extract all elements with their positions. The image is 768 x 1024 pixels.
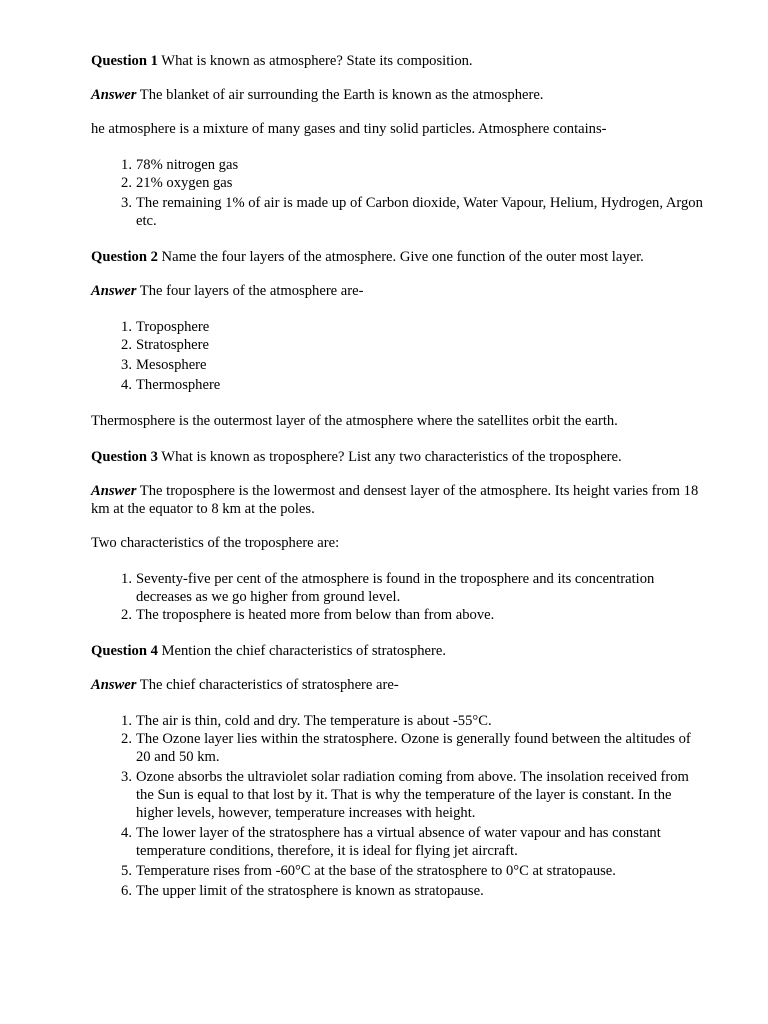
list-item-text: Ozone absorbs the ultraviolet solar radiation coming from above. The insolation received from the Sun is equal to that lost by it. That is why the temperature of the layer is constant. In the higher levels, however, temperature increases with height. bbox=[136, 769, 689, 821]
list-item-text: Troposphere bbox=[136, 319, 210, 335]
list-number: 2. bbox=[121, 175, 132, 191]
list-number: 6. bbox=[121, 883, 132, 899]
question-label: Question 4 bbox=[91, 643, 158, 659]
paragraph: he atmosphere is a mixture of many gases and tiny solid particles. Atmosphere contains- bbox=[91, 121, 607, 137]
list-number: 3. bbox=[121, 769, 132, 785]
list-item-text: The Ozone layer lies within the stratosphere. Ozone is generally found between the altitudes of 20 and 50 km. bbox=[136, 731, 691, 765]
list-item-text: 78% nitrogen gas bbox=[136, 157, 239, 173]
list-item bbox=[121, 862, 708, 880]
numbered-list bbox=[91, 712, 708, 900]
list-number: 3. bbox=[121, 357, 132, 373]
answer-label: Answer bbox=[91, 87, 137, 103]
list-number: 5. bbox=[121, 863, 132, 879]
numbered-list bbox=[91, 570, 708, 624]
list-item-text: The lower layer of the stratosphere has a virtual absence of water vapour and has constant temperature conditions, therefore, it is ideal for flying jet aircraft. bbox=[136, 825, 661, 859]
question-1 bbox=[91, 52, 708, 70]
answer-text: The blanket of air surrounding the Earth is known as the atmosphere. bbox=[136, 87, 544, 103]
question-text: Mention the chief characteristics of stratosphere. bbox=[157, 643, 447, 659]
list-item-text: Mesosphere bbox=[136, 357, 207, 373]
answer-text: The four layers of the atmosphere are- bbox=[136, 283, 364, 299]
list-item bbox=[121, 882, 708, 900]
list-number: 1. bbox=[121, 319, 132, 335]
question-label: Question 3 bbox=[91, 449, 158, 465]
question-text: What is known as atmosphere? State its composition. bbox=[157, 53, 473, 69]
list-item bbox=[121, 194, 708, 230]
answer-text: The troposphere is the lowermost and densest layer of the atmosphere. Its height varies from 18 km at the equator to 8 km at the poles. bbox=[91, 483, 699, 517]
list-item-text: Temperature rises from -60°C at the base of the stratosphere to 0°C at stratopause. bbox=[136, 863, 616, 879]
paragraph: Thermosphere is the outermost layer of the atmosphere where the satellites orbit the earth. bbox=[91, 413, 618, 429]
list-item bbox=[121, 712, 708, 730]
answer-text: The chief characteristics of stratosphere are- bbox=[136, 677, 399, 693]
question-4 bbox=[91, 642, 708, 660]
list-number: 1. bbox=[121, 571, 132, 587]
list-item bbox=[121, 768, 708, 822]
list-number: 1. bbox=[121, 157, 132, 173]
list-item bbox=[121, 376, 708, 394]
answer-3 bbox=[91, 482, 708, 518]
list-item-text: Stratosphere bbox=[136, 337, 209, 353]
question-2 bbox=[91, 248, 708, 266]
list-item bbox=[121, 730, 708, 766]
list-item-text: The upper limit of the stratosphere is known as stratopause. bbox=[136, 883, 484, 899]
question-text: Name the four layers of the atmosphere. Give one function of the outer most layer. bbox=[157, 249, 644, 265]
list-number: 2. bbox=[121, 337, 132, 353]
list-number: 1. bbox=[121, 713, 132, 729]
question-text: What is known as troposphere? List any two characteristics of the troposphere. bbox=[157, 449, 622, 465]
answer-label: Answer bbox=[91, 483, 137, 499]
list-number: 4. bbox=[121, 377, 132, 393]
list-item-text: Seventy-five per cent of the atmosphere is found in the troposphere and its concentration decreases as we go higher from ground level. bbox=[136, 571, 655, 605]
list-number: 4. bbox=[121, 825, 132, 841]
answer-1 bbox=[91, 86, 708, 104]
list-item bbox=[121, 318, 708, 336]
answer-label: Answer bbox=[91, 677, 137, 693]
question-label: Question 1 bbox=[91, 53, 158, 69]
list-number: 3. bbox=[121, 195, 132, 211]
list-item-text: 21% oxygen gas bbox=[136, 175, 233, 191]
answer-4 bbox=[91, 676, 708, 694]
list-item bbox=[121, 174, 708, 192]
question-label: Question 2 bbox=[91, 249, 158, 265]
list-item bbox=[121, 356, 708, 374]
list-item bbox=[121, 156, 708, 174]
list-item-text: The troposphere is heated more from below than from above. bbox=[136, 607, 495, 623]
list-item bbox=[121, 824, 708, 860]
list-item bbox=[121, 606, 708, 624]
list-item-text: The remaining 1% of air is made up of Carbon dioxide, Water Vapour, Helium, Hydrogen, Argon etc. bbox=[136, 195, 703, 229]
question-3 bbox=[91, 448, 708, 466]
list-number: 2. bbox=[121, 731, 132, 747]
list-number: 2. bbox=[121, 607, 132, 623]
paragraph: Two characteristics of the troposphere are: bbox=[91, 535, 340, 551]
list-item-text: The air is thin, cold and dry. The temperature is about -55°C. bbox=[136, 713, 492, 729]
answer-2 bbox=[91, 282, 708, 300]
numbered-list bbox=[91, 156, 708, 230]
list-item-text: Thermosphere bbox=[136, 377, 221, 393]
numbered-list bbox=[91, 318, 708, 394]
list-item bbox=[121, 336, 708, 354]
list-item bbox=[121, 570, 708, 606]
answer-label: Answer bbox=[91, 283, 137, 299]
